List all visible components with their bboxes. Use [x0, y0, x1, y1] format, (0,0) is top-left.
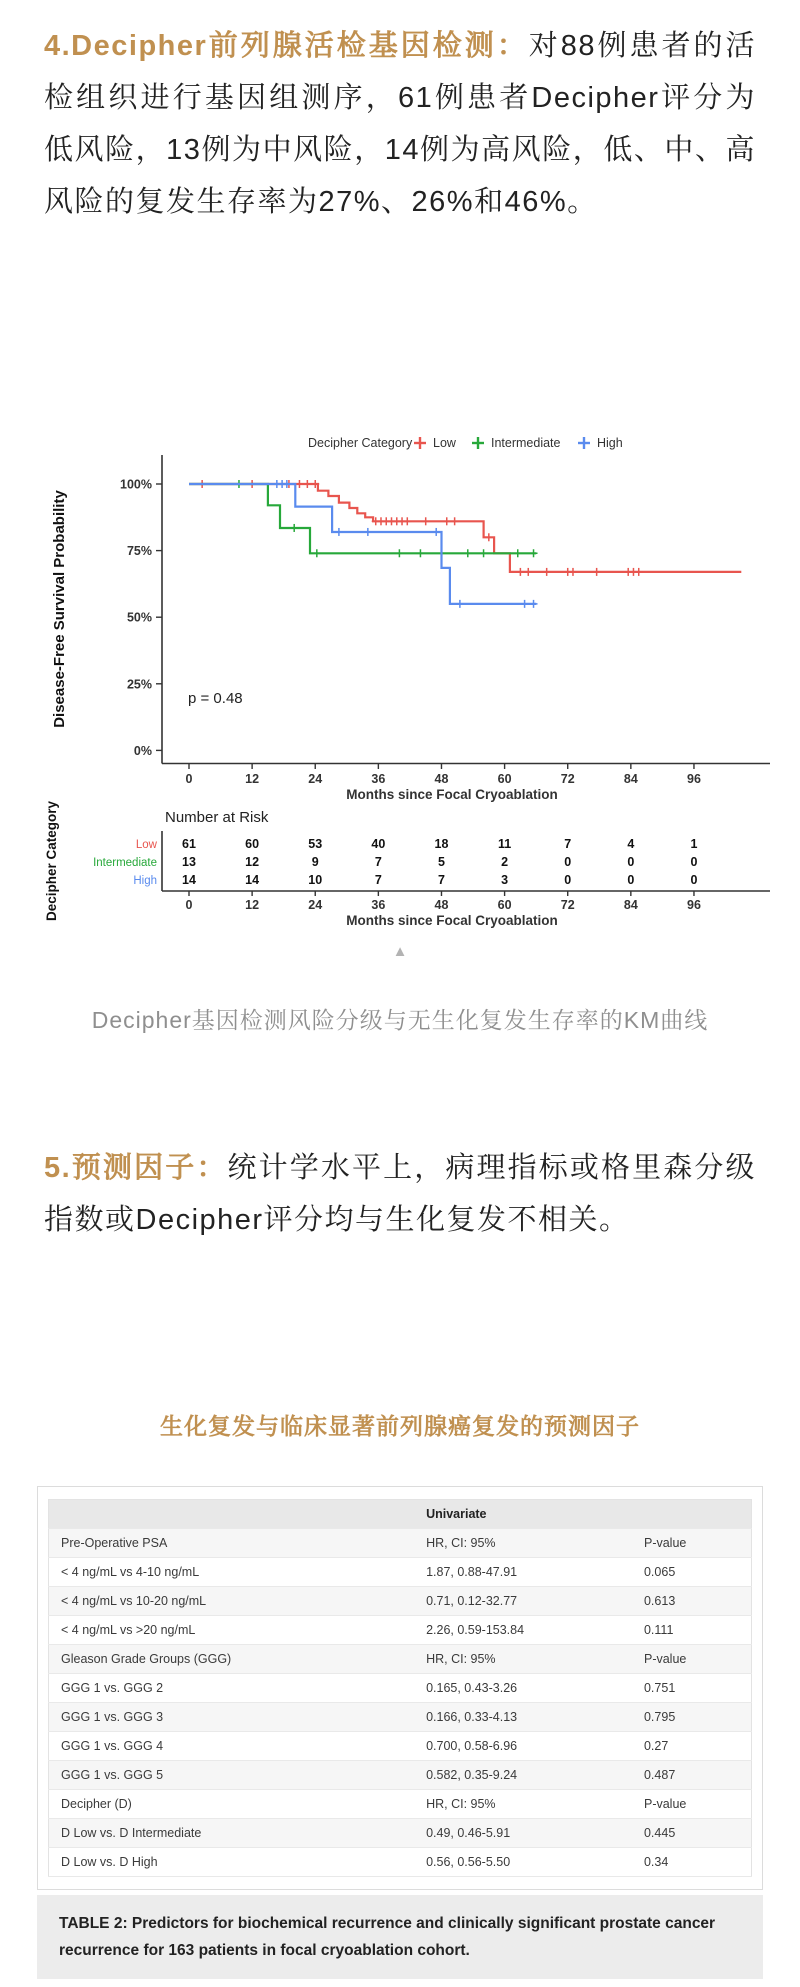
p-value-cell: 0.613 — [632, 1587, 752, 1616]
hr-ci-cell: 0.700, 0.58-6.96 — [414, 1732, 632, 1761]
risk-count: 2 — [501, 855, 509, 869]
risk-count: 0 — [564, 855, 572, 869]
risk-count: 53 — [308, 837, 323, 851]
collapse-triangle-icon[interactable]: ▲ — [392, 943, 408, 960]
risk-row-label-intermediate: Intermediate — [93, 857, 157, 869]
hr-ci-cell: 0.166, 0.33-4.13 — [414, 1703, 632, 1732]
table-title: 生化复发与临床显著前列腺癌复发的预测因子 — [160, 1413, 640, 1439]
risk-x-tick-label: 12 — [245, 898, 260, 912]
table-subheader-row — [49, 1529, 752, 1558]
y-tick-label: 25% — [126, 677, 152, 692]
risk-x-tick-label: 84 — [623, 898, 638, 912]
table-row — [49, 1558, 752, 1587]
row-label-cell: < 4 ng/mL vs 4-10 ng/mL — [49, 1558, 415, 1587]
y-axis-title: Disease-Free Survival Probability — [51, 490, 68, 728]
x-tick-label: 96 — [687, 772, 701, 786]
number-at-risk-title: Number at Risk — [165, 809, 269, 826]
row-label-cell: GGG 1 vs. GGG 2 — [49, 1674, 415, 1703]
risk-x-tick-label: 36 — [371, 898, 386, 912]
row-label-cell: Decipher (D) — [49, 1790, 415, 1819]
p-value-cell: 0.34 — [632, 1848, 752, 1877]
hr-ci-cell: 0.165, 0.43-3.26 — [414, 1674, 632, 1703]
risk-count: 5 — [438, 855, 445, 869]
table-row — [49, 1732, 752, 1761]
row-label-cell: < 4 ng/mL vs 10-20 ng/mL — [49, 1587, 415, 1616]
risk-count: 14 — [182, 873, 196, 887]
table-row — [49, 1761, 752, 1790]
p-value-annotation: p = 0.48 — [188, 690, 243, 707]
risk-count: 13 — [182, 855, 196, 869]
row-label-cell: GGG 1 vs. GGG 3 — [49, 1703, 415, 1732]
hr-ci-cell: 0.582, 0.35-9.24 — [414, 1761, 632, 1790]
row-label-cell: GGG 1 vs. GGG 5 — [49, 1761, 415, 1790]
legend-label-low: Low — [433, 436, 456, 450]
risk-count: 0 — [627, 873, 635, 887]
y-tick-label: 75% — [126, 544, 152, 559]
x-axis-title: Months since Focal Cryoablation — [346, 787, 558, 802]
row-label-cell: GGG 1 vs. GGG 4 — [49, 1732, 415, 1761]
p-value-cell: P-value — [632, 1529, 752, 1558]
table-subheader-row — [49, 1790, 752, 1819]
risk-count: 3 — [501, 873, 509, 887]
risk-count: 11 — [497, 837, 512, 851]
risk-count: 0 — [627, 855, 635, 869]
risk-count: 0 — [564, 873, 572, 887]
risk-count: 7 — [438, 873, 445, 887]
p-value-cell: 0.795 — [632, 1703, 752, 1732]
risk-count: 7 — [374, 855, 382, 869]
risk-count: 14 — [245, 873, 260, 887]
hr-ci-cell: 1.87, 0.88-47.91 — [414, 1558, 632, 1587]
km-figure — [20, 335, 780, 935]
x-tick-label: 48 — [434, 772, 449, 786]
km-curve-intermediate — [189, 484, 536, 553]
p-value-cell: 0.111 — [632, 1616, 752, 1645]
x-tick-label: 12 — [245, 772, 260, 786]
table-row — [49, 1587, 752, 1616]
risk-count: 60 — [245, 837, 260, 851]
x-tick-label: 24 — [308, 772, 323, 786]
x-tick-label: 60 — [497, 772, 512, 786]
p-value-cell: 0.27 — [632, 1732, 752, 1761]
table-row — [49, 1848, 752, 1877]
row-label-cell: < 4 ng/mL vs >20 ng/mL — [49, 1616, 415, 1645]
y-tick-label: 0% — [133, 743, 152, 758]
table-group-header-row — [49, 1500, 752, 1529]
km-curve-high — [189, 484, 536, 604]
risk-axis-title: Decipher Category — [44, 800, 59, 922]
legend-label-intermediate: Intermediate — [491, 436, 561, 450]
hr-ci-cell: 0.49, 0.46-5.91 — [414, 1819, 632, 1848]
risk-count: 0 — [690, 873, 698, 887]
section-5-paragraph — [44, 1142, 756, 1246]
legend-label-high: High — [597, 436, 623, 450]
hr-ci-cell: HR, CI: 95% — [414, 1790, 632, 1819]
table-caption: TABLE 2: Predictors for biochemical recurrence and clinically significant prostate cancer recurrence for 163 patients in focal cryoablation cohort. — [37, 1895, 763, 1979]
table-row — [49, 1674, 752, 1703]
univariate-header-cell: Univariate — [414, 1500, 751, 1529]
legend-title: Decipher Category — [308, 436, 413, 450]
risk-x-tick-label: 72 — [560, 898, 575, 912]
risk-count: 0 — [690, 855, 698, 869]
row-label-cell: Gleason Grade Groups (GGG) — [49, 1645, 415, 1674]
predictors-table-container — [37, 1486, 763, 1890]
y-tick-label: 50% — [126, 610, 152, 625]
section-5-heading: 5.预测因子： — [44, 1152, 228, 1184]
risk-x-tick-label: 24 — [308, 898, 323, 912]
p-value-cell: P-value — [632, 1790, 752, 1819]
row-label-cell: Pre-Operative PSA — [49, 1529, 415, 1558]
risk-count: 7 — [564, 837, 572, 851]
predictors-table-section — [37, 1486, 763, 1987]
risk-row-label-high: High — [133, 875, 157, 887]
hr-ci-cell: HR, CI: 95% — [414, 1529, 632, 1558]
hr-ci-cell: 0.71, 0.12-32.77 — [414, 1587, 632, 1616]
risk-count: 12 — [245, 855, 260, 869]
figure-caption: Decipher基因检测风险分级与无生化复发生存率的KM曲线 — [91, 1007, 709, 1033]
x-tick-label: 0 — [185, 772, 193, 786]
risk-x-tick-label: 0 — [185, 898, 193, 912]
p-value-cell: 0.065 — [632, 1558, 752, 1587]
predictors-table — [48, 1499, 752, 1877]
row-label-cell: D Low vs. D Intermediate — [49, 1819, 415, 1848]
p-value-cell: 0.487 — [632, 1761, 752, 1790]
risk-count: 1 — [690, 837, 698, 851]
section-5-body: 统计学水平上，病理指标或格里森分级指数或Decipher评分均与生化复发不相关。 — [44, 1152, 756, 1236]
table-row — [49, 1819, 752, 1848]
section-4-heading: 4.Decipher前列腺活检基因检测： — [44, 30, 529, 62]
empty-header-cell — [49, 1500, 415, 1529]
y-tick-label: 100% — [120, 477, 152, 492]
table-subheader-row — [49, 1645, 752, 1674]
x-tick-label: 84 — [623, 772, 638, 786]
p-value-cell: 0.751 — [632, 1674, 752, 1703]
hr-ci-cell: HR, CI: 95% — [414, 1645, 632, 1674]
risk-count: 10 — [308, 873, 323, 887]
p-value-cell: P-value — [632, 1645, 752, 1674]
section-4-body: 对88例患者的活检组织进行基因组测序，61例患者Decipher评分为低风险，13例为中风险，14例为高风险，低、中、高风险的复发生存率为27%、26%和46%。 — [44, 30, 756, 218]
risk-x-axis-title: Months since Focal Cryoablation — [346, 913, 558, 928]
risk-x-tick-label: 48 — [434, 898, 449, 912]
risk-x-tick-label: 60 — [497, 898, 512, 912]
km-survival-chart — [20, 335, 780, 935]
row-label-cell: D Low vs. D High — [49, 1848, 415, 1877]
hr-ci-cell: 2.26, 0.59-153.84 — [414, 1616, 632, 1645]
risk-count: 4 — [627, 837, 635, 851]
table-row — [49, 1703, 752, 1732]
risk-count: 18 — [434, 837, 449, 851]
risk-count: 61 — [182, 837, 196, 851]
x-tick-label: 72 — [560, 772, 575, 786]
risk-count: 7 — [374, 873, 382, 887]
section-4-paragraph — [44, 20, 756, 228]
risk-row-label-low: Low — [135, 839, 157, 851]
hr-ci-cell: 0.56, 0.56-5.50 — [414, 1848, 632, 1877]
risk-count: 40 — [371, 837, 386, 851]
km-curve-low — [189, 484, 741, 572]
x-tick-label: 36 — [371, 772, 386, 786]
risk-count: 9 — [311, 855, 319, 869]
table-row — [49, 1616, 752, 1645]
p-value-cell: 0.445 — [632, 1819, 752, 1848]
risk-x-tick-label: 96 — [687, 898, 701, 912]
